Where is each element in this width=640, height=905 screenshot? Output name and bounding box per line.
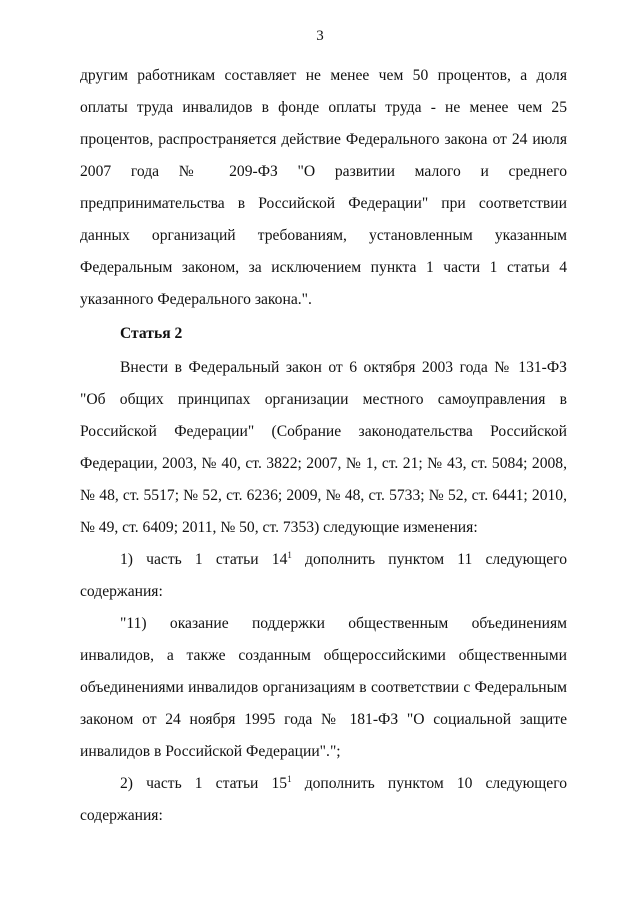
amendment-item-1 xyxy=(80,544,567,608)
page-number: 3 xyxy=(316,28,324,44)
article-intro-paragraph: Внести в Федеральный закон от 6 октября 2003 года № 131-ФЗ "Об общих принципах организации местного самоуправления в Российской Федерации" (Собрание законодательства Российской Федерации, 2003, № 40, ст. 3822; 2007, № 1, ст. 21; № 43, ст. 5084; 2008, № 48, ст. 5517; № 52, ст. 6236; 2009, № 48, ст. 5733; № 52, ст. 6441; 2010, № 49, ст. 6409; 2011, № 50, ст. 7353) следующие изменения: xyxy=(80,359,567,536)
item-2-text-after: дополнить пунктом 10 следующего содержания: xyxy=(80,775,567,824)
item-2-text-before: 2) часть 1 статьи 15 xyxy=(120,775,288,792)
item-1-superscript: 1 xyxy=(287,550,292,560)
article-heading: Статья 2 xyxy=(120,325,183,342)
item-1-text-before: 1) часть 1 статьи 14 xyxy=(120,551,288,568)
document-body xyxy=(80,60,567,832)
item-1-text-after: дополнить пунктом 11 следующего содержания: xyxy=(80,551,567,600)
item-2-superscript: 1 xyxy=(287,774,292,784)
continuation-paragraph: другим работникам составляет не менее чем 50 процентов, а доля оплаты труда инвалидов в фонде оплаты труда - не менее чем 25 процентов, распространяется действие Федерального закона от 24 июля 2007 года № 209-ФЗ "О развитии малого и среднего предпринимательства в Российской Федерации" при соответствии данных организаций требованиям, установленным указанным Федеральным законом, за исключением пункта 1 части 1 статьи 4 указанного Федерального закона.". xyxy=(80,67,567,308)
amendment-item-1-content: "11) оказание поддержки общественным объединениям инвалидов, а также созданным общероссийскими общественными объединениями инвалидов организациям в соответствии с Федеральным законом от 24 ноября 1995 года № 181-ФЗ "О социальной защите инвалидов в Российской Федерации"."; xyxy=(80,615,567,760)
amendment-item-2 xyxy=(80,768,567,832)
